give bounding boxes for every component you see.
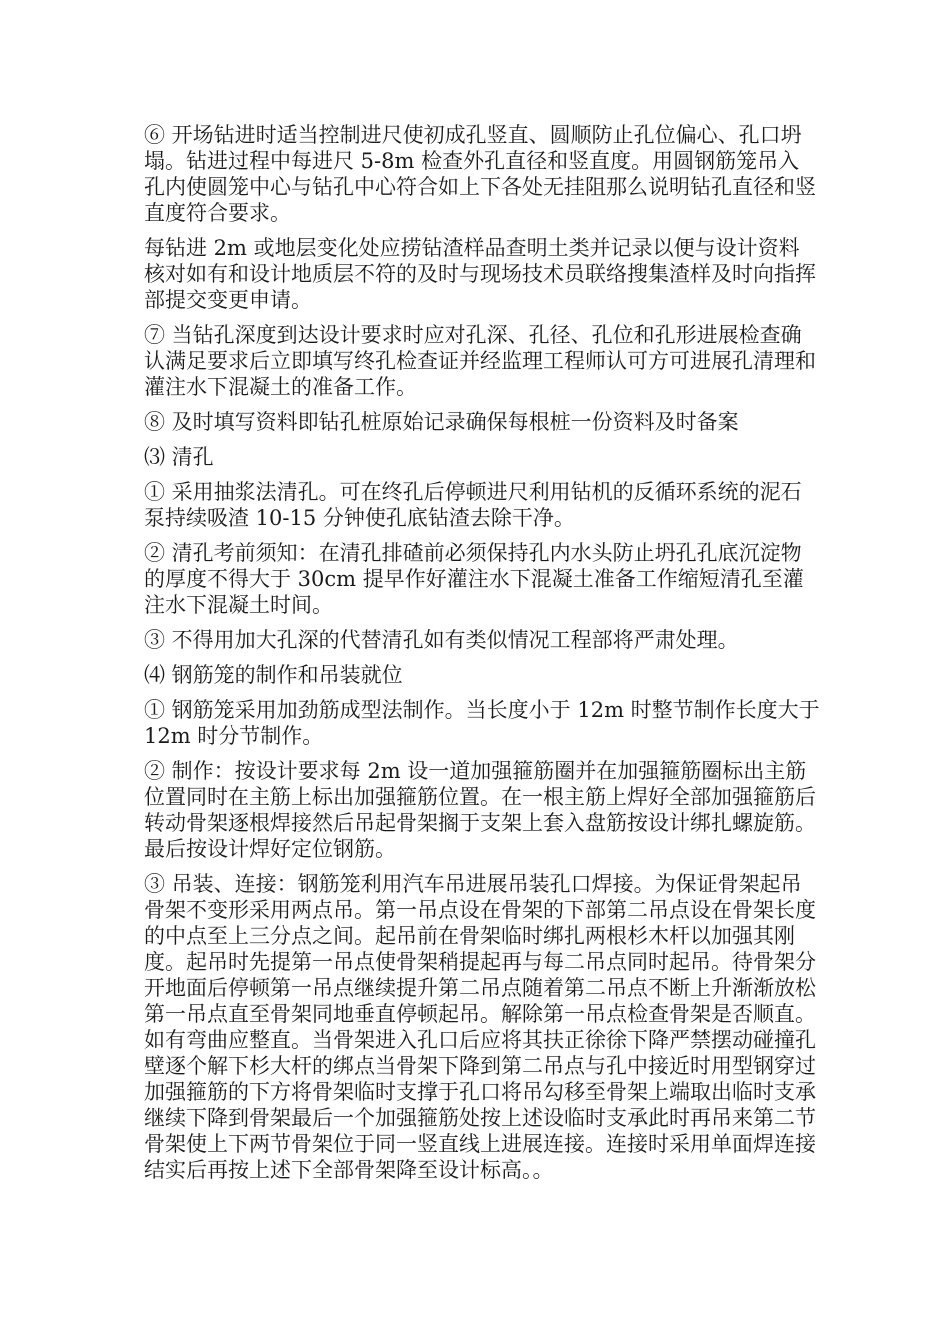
- paragraph-step-7-hole-inspection: ⑦ 当钻孔深度到达设计要求时应对孔深、孔径、孔位和孔形进展检查确认满足要求后立即填写终孔检查证并经监理工程师认可方可进展孔清理和灌注水下混凝土的准备工作。: [144, 323, 816, 399]
- paragraph-cleaning-prohibition: ③ 不得用加大孔深的代替清孔如有类似情况工程部将严肃处理。: [144, 628, 739, 652]
- paragraph-cleaning-method: ① 采用抽浆法清孔。可在终孔后停顿进尺利用钻机的反循环系统的泥石泵持续吸渣 10-15 分钟使孔底钻渣去除干净。: [144, 480, 802, 530]
- paragraph-step-6-drilling-control: ⑥ 开场钻进时适当控制进尺使初成孔竖直、圆顺防止孔位偏心、孔口坍塌。钻进过程中每进尺 5-8m 检查外孔直径和竖直度。用圆钢筋笼吊入孔内使圆笼中心与钻孔中心符合如上下各处无挂阻那么说明钻孔直径和竖直度符合要求。: [144, 123, 816, 225]
- paragraph-cleaning-notes: ② 清孔考前须知：在清孔排碴前必须保持孔内水头防止坍孔孔底沉淀物的厚度不得大于 30cm 提早作好灌注水下混凝土准备工作缩短清孔至灌注水下混凝土时间。: [144, 541, 804, 617]
- paragraph-step-8-records: ⑧ 及时填写资料即钻孔桩原始记录确保每根桩一份资料及时备案: [144, 410, 739, 434]
- paragraph-cage-fabrication-method: ① 钢筋笼采用加劲筋成型法制作。当长度小于 12m 时整节制作长度大于 12m 时分节制作。: [144, 698, 820, 748]
- paragraph-cage-hoisting: ③ 吊装、连接：钢筋笼利用汽车吊进展吊装孔口焊接。为保证骨架起吊骨架不变形采用两点吊。第一吊点设在骨架的下部第二吊点设在骨架长度的中点至上三分点之间。起吊前在骨架临时绑扎两根杉木杆以加强其刚度。起吊时先提第一吊点使骨架稍提起再与每二吊点同时起吊。待骨架分开地面后停顿第一吊点继续提升第二吊点随着第二吊点不断上升渐渐放松第一吊点直至骨架同地垂直停顿起吊。解除第一吊点检查骨架是否顺直。如有弯曲应整直。当骨架进入孔口后应将其扶正徐徐下降严禁摆动碰撞孔壁逐个解下杉大杆的绑点当骨架下降到第二吊点与孔中接近时用型钢穿过加强箍筋的下方将骨架临时支撑于孔口将吊勾移至骨架上端取出临时支承继续下降到骨架最后一个加强箍筋处按上述设临时支承此时再吊来第二节骨架使上下两节骨架位于同一竖直线上进展连接。连接时采用单面焊连接结实后再按上述下全部骨架降至设计标高。。: [144, 872, 816, 1182]
- paragraph-soil-sampling: 每钻进 2m 或地层变化处应捞钻渣样品查明土类并记录以便与设计资料核对如有和设计地质层不符的及时与现场技术员联络搜集渣样及时向指挥部提交变更申请。: [144, 236, 816, 312]
- section-heading-hole-cleaning: ⑶ 清孔: [144, 445, 214, 469]
- section-heading-rebar-cage: ⑷ 钢筋笼的制作和吊装就位: [144, 663, 403, 687]
- paragraph-cage-fabrication: ② 制作：按设计要求每 2m 设一道加强箍筋圈并在加强箍筋圈标出主筋位置同时在主筋上标出加强箍筋位置。在一根主筋上焊好全部加强箍筋后转动骨架逐根焊接然后吊起骨架搁于支架上套入盘筋按设计绑扎螺旋筋。最后按设计焊好定位钢筋。: [144, 759, 816, 861]
- document-body: [144, 122, 820, 1192]
